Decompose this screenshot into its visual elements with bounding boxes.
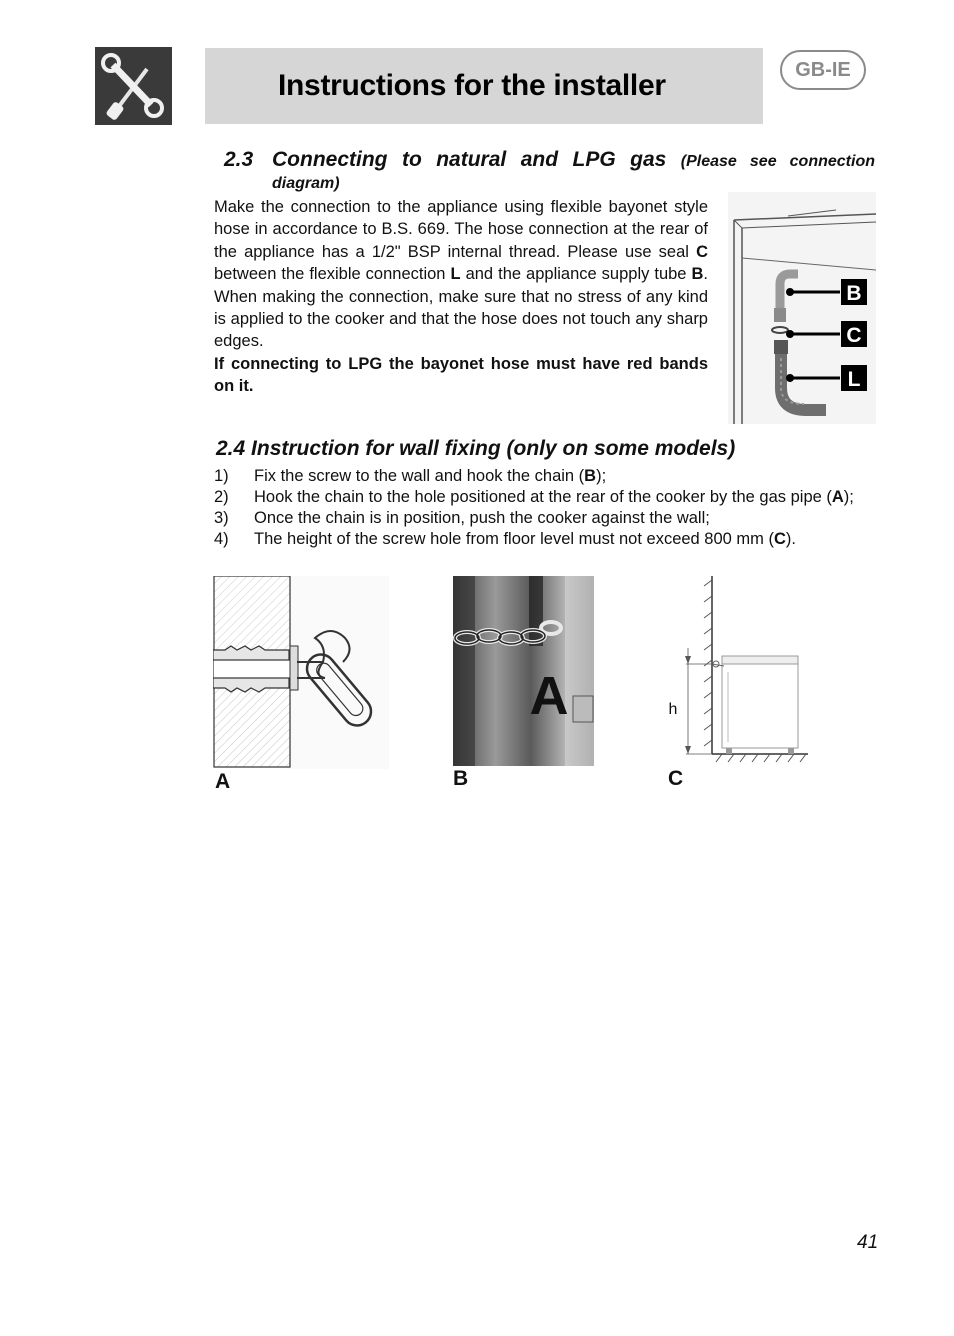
region-badge: GB-IE <box>780 50 866 90</box>
body-text-2: between the flexible connection <box>214 265 451 284</box>
body-bold-l: L <box>450 265 461 284</box>
section-2-3-title-text: Connecting to natural and LPG gas <box>272 148 667 171</box>
body-text-3: and the appliance supply tube <box>460 265 692 284</box>
section-2-3-number: 2.3 <box>224 148 254 171</box>
figure-c-height-label: h <box>668 701 678 718</box>
step-text: The height of the screw hole from floor level must not exceed 800 mm (C). <box>254 530 797 548</box>
body-text-1: Make the connection to the appliance using flexible bayonet style hose in accordance to B.S. 669. The hose connection at the rear of the appliance has a 1/2" BSP internal thread. Please use seal <box>214 198 708 261</box>
figure-b-label: B <box>453 767 469 790</box>
gas-connection-diagram <box>728 192 876 424</box>
header-band <box>205 48 763 124</box>
figure-a-label: A <box>215 770 231 793</box>
step-number: 1) <box>214 467 229 485</box>
list-item <box>214 508 868 529</box>
page-title: Instructions for the installer <box>278 69 666 102</box>
diagram-label-l: L <box>847 368 861 391</box>
step-number: 3) <box>214 509 229 527</box>
step-text: Hook the chain to the hole positioned at the rear of the cooker by the gas pipe (A); <box>254 488 854 506</box>
list-item <box>214 487 868 508</box>
section-2-3-body <box>214 196 708 353</box>
figure-b-photo-letter: A <box>529 666 569 726</box>
figure-a-wall-hook <box>213 576 389 769</box>
section-2-3-subtitle: (Please see connection <box>680 153 875 170</box>
step-text: Once the chain is in position, push the cooker against the wall; <box>254 509 710 527</box>
wall-fixing-steps <box>214 466 868 550</box>
lpg-warning: If connecting to LPG the bayonet hose must have red bands on it. <box>214 355 708 396</box>
step-number: 4) <box>214 530 229 548</box>
diagram-label-c: C <box>846 324 862 347</box>
body-bold-c: C <box>696 242 708 261</box>
tools-icon <box>95 47 172 125</box>
section-2-4-title: 2.4 Instruction for wall fixing (only on some models) <box>216 437 736 460</box>
diagram-label-b: B <box>846 282 862 305</box>
page-number: 41 <box>857 1232 879 1253</box>
step-number: 2) <box>214 488 229 506</box>
section-2-3-subtitle-cont: diagram) <box>272 175 340 192</box>
body-bold-b: B <box>691 265 704 284</box>
body-text-4: . When making the connection, make sure that no stress of any kind is applied to the cooker and that the hose does not touch any sharp edges. <box>214 265 708 351</box>
step-text: Fix the screw to the wall and hook the chain (B); <box>254 467 607 485</box>
figure-b-chain-photo <box>453 576 594 766</box>
figure-c-height-diagram <box>660 576 810 768</box>
list-item <box>214 466 868 487</box>
list-item <box>214 529 868 550</box>
section-2-3-title <box>272 148 875 174</box>
figure-c-label: C <box>668 767 684 790</box>
